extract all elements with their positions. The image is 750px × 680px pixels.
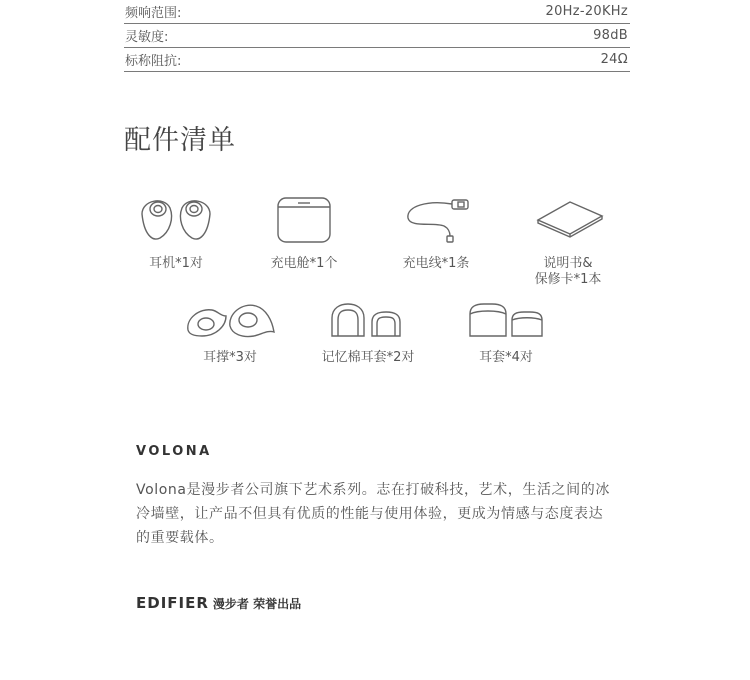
spec-row-frequency [124,0,630,24]
accessory-label: 耳套*4对 [479,350,533,365]
foam-tips-icon [328,300,408,342]
accessory-cable [386,192,486,272]
spec-row-sensitivity [124,24,630,48]
earbuds-icon [134,192,218,248]
cable-icon [398,192,474,248]
accessory-foam-tips [308,300,428,366]
edifier-logo: EDIFIER [136,594,209,612]
accessory-label: 充电舱*1个 [270,256,338,271]
accessory-manual [518,192,618,288]
spec-value: 20Hz-20KHz [545,4,628,19]
silicone-tips-icon [466,300,546,342]
accessory-ear-wings [180,300,280,366]
brand-logo: VOLONA [136,444,212,459]
spec-label: 频响范围: [125,6,182,21]
accessory-earbuds [126,192,226,272]
spec-row-impedance [124,48,630,72]
spec-value: 98dB [593,28,628,43]
manual-icon [526,192,610,248]
accessory-silicone-tips [456,300,556,366]
accessory-label: 耳机*1对 [149,256,203,271]
spec-table [124,0,630,72]
footer-text: 漫步者 荣誉出品 [212,597,302,611]
accessory-label-line2: 保修卡*1本 [534,272,602,287]
brand-description: Volona是漫步者公司旗下艺术系列。志在打破科技，艺术，生活之间的冰冷墙壁，让产品不但具有优质的性能与使用体验，更成为情感与态度表达的重要载体。 [136,482,610,546]
accessory-label: 耳撑*3对 [203,350,257,365]
charging-case-icon [272,192,336,248]
accessory-label: 记忆棉耳套*2对 [321,350,415,365]
footer-credit [136,594,301,612]
spec-value: 24Ω [600,52,628,67]
accessory-case [254,192,354,272]
accessory-label: 充电线*1条 [402,256,470,271]
spec-label: 灵敏度: [125,30,169,45]
section-title: 配件清单 [124,125,236,156]
spec-label: 标称阻抗: [125,54,182,69]
accessory-label: 说明书& [543,256,593,271]
ear-wings-icon [182,300,278,342]
